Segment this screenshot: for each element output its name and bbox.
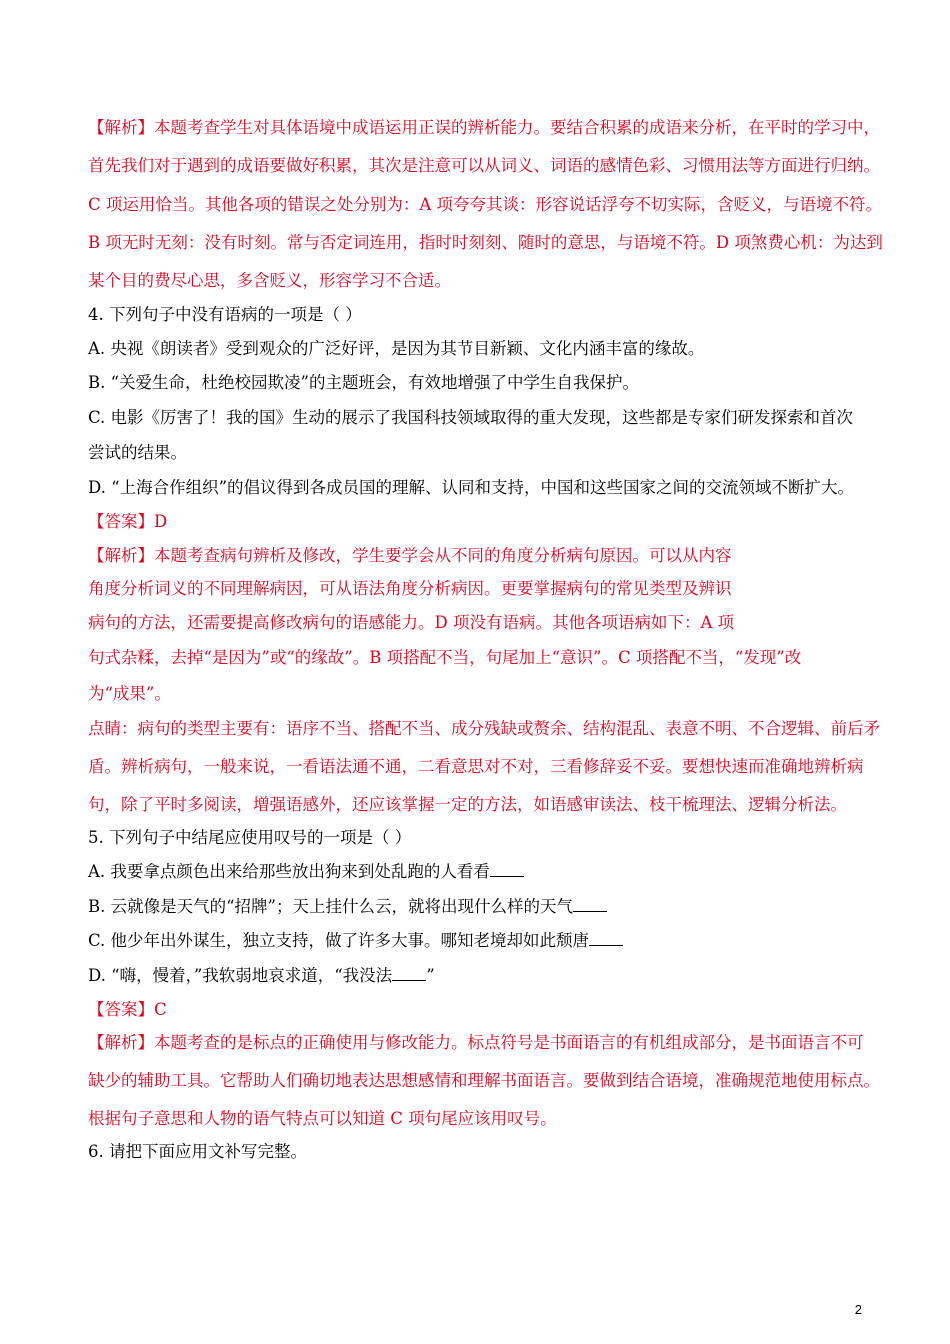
q3-analysis-line: 某个目的费尽心思，多含贬义，形容学习不合适。 <box>88 271 451 290</box>
q5-analysis-line: 根据句子意思和人物的语气特点可以知道 C 项句尾应该用叹号。 <box>88 1109 557 1128</box>
q3-analysis-line: 【解析】本题考查学生对具体语境中成语运用正误的辨析能力。要结合积累的成语来分析，在平时的学习中， <box>88 118 880 137</box>
q4-answer: 【答案】D <box>88 512 168 531</box>
q3-analysis-line: 首先我们对于遇到的成语要做好积累，其次是注意可以从词义、词语的感情色彩、习惯用法等方面进行归纳。 <box>88 156 880 175</box>
answer-blank <box>392 966 426 981</box>
answer-blank <box>589 931 623 946</box>
q5-option-c: C. 他少年出外谋生，独立支持，做了许多大事。哪知老境却如此颓唐 <box>88 930 623 952</box>
q5-stem: 5. 下列句子中结尾应使用叹号的一项是（ ） <box>88 828 412 847</box>
q4-option-c: C. 电影《厉害了！我的国》生动的展示了我国科技领域取得的重大发现，这些都是专家们研发探索和首次 <box>88 408 854 427</box>
q4-analysis-line: 【解析】本题考查病句辨析及修改，学生要学会从不同的角度分析病句原因。可以从内容 <box>88 546 732 565</box>
q5-answer: 【答案】C <box>88 1000 167 1019</box>
q4-analysis-line: 角度分析词义的不同理解病因，可从语法角度分析病因。更要掌握病句的常见类型及辨识 <box>88 579 732 598</box>
q5-option-d: D. “嗨，慢着，”我软弱地哀求道，“我没法 ” <box>88 966 435 985</box>
answer-blank <box>573 897 607 912</box>
q5-analysis-line: 【解析】本题考查的是标点的正确使用与修改能力。标点符号是书面语言的有机组成部分，是书面语言不可 <box>88 1033 864 1052</box>
q3-analysis-line: C 项运用恰当。其他各项的错误之处分别为：A 项夸夸其谈：形容说话浮夸不切实际，含贬义，与语境不符。 <box>88 195 883 214</box>
q4-option-b: B. “关爱生命，杜绝校园欺凌”的主题班会，有效地增强了中学生自我保护。 <box>88 373 639 392</box>
q3-analysis-line: B 项无时无刻：没有时刻。常与否定词连用，指时时刻刻、随时的意思，与语境不符。D 项煞费心机：为达到 <box>88 233 883 252</box>
q6-stem: 6. 请把下面应用文补写完整。 <box>88 1142 307 1161</box>
q4-note-line: 点睛：病句的类型主要有：语序不当、搭配不当、成分残缺或赘余、结构混乱、表意不明、不合逻辑、前后矛 <box>88 719 880 738</box>
q5-option-a: A. 我要拿点颜色出来给那些放出狗来到处乱跑的人看看 <box>88 861 524 883</box>
q4-note-line: 盾。辨析病句，一般来说，一看语法通不通，二看意思对不对，三看修辞妥不妥。要想快速而准确地辨析病 <box>88 757 864 776</box>
q4-analysis-line: 为“成果”。 <box>88 684 171 703</box>
answer-blank <box>490 862 524 877</box>
q4-analysis-line: 病句的方法，还需要提高修改病句的语感能力。D 项没有语病。其他各项语病如下：A 项 <box>88 613 735 632</box>
q4-option-c-cont: 尝试的结果。 <box>88 443 187 462</box>
page-number: 2 <box>854 1302 862 1317</box>
q5-option-b: B. 云就像是天气的“招牌”；天上挂什么云，就将出现什么样的天气 <box>88 896 607 918</box>
q4-analysis-line: 句式杂糅，去掉“是因为”或“的缘故”。B 项搭配不当，句尾加上“意识”。C 项搭配不当，“发现”改 <box>88 648 802 667</box>
q5-analysis-line: 缺少的辅助工具。它帮助人们确切地表达思想感情和理解书面语言。要做到结合语境，准确规范地使用标点。 <box>88 1071 880 1090</box>
q4-option-d: D. “上海合作组织”的倡议得到各成员国的理解、认同和支持，中国和这些国家之间的交流领域不断扩大。 <box>88 478 855 497</box>
q4-stem: 4. 下列句子中没有语病的一项是（ ） <box>88 305 362 324</box>
q4-option-a: A. 央视《朗读者》受到观众的广泛好评，是因为其节目新颖、文化内涵丰富的缘故。 <box>88 339 705 358</box>
q4-note-line: 句，除了平时多阅读，增强语感外，还应该掌握一定的方法，如语感审读法、枝干梳理法、逻辑分析法。 <box>88 795 847 814</box>
